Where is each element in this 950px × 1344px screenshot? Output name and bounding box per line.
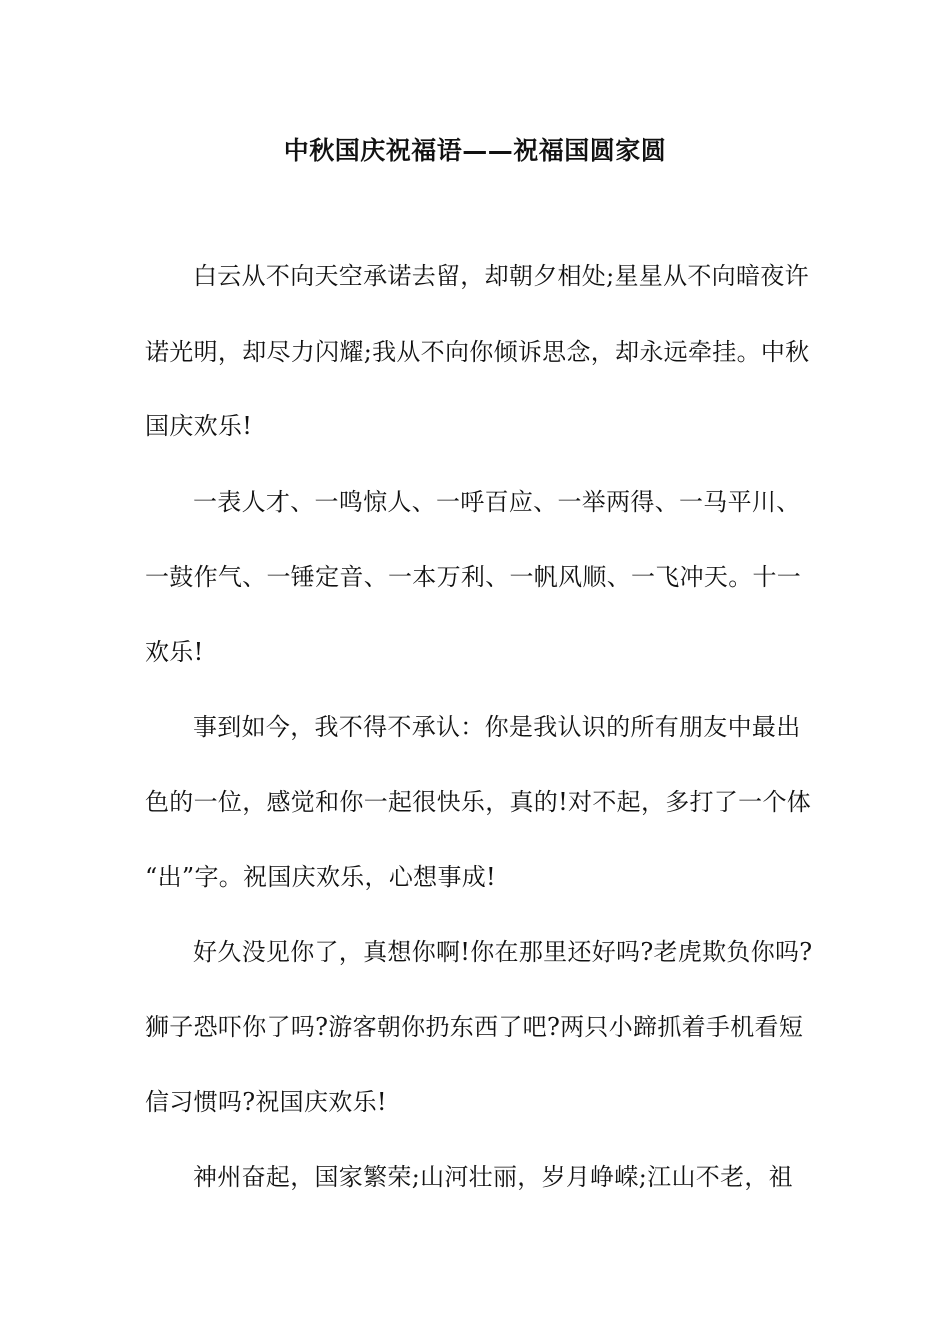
paragraph-5-line-1: 神州奋起，国家繁荣;山河壮丽，岁月峥嵘;江山不老，祖 <box>193 1163 793 1191</box>
paragraph-3-line-2: 色的一位，感觉和你一起很快乐，真的!对不起，多打了一个体 <box>145 788 812 816</box>
paragraph-1-line-2: 诺光明，却尽力闪耀;我从不向你倾诉思念，却永远牵挂。中秋 <box>145 338 810 366</box>
document-title: 中秋国庆祝福语——祝福国圆家圆 <box>283 136 667 165</box>
paragraph-2-line-1: 一表人才、一鸣惊人、一呼百应、一举两得、一马平川、 <box>193 488 801 516</box>
paragraph-3-line-1: 事到如今，我不得不承认：你是我认识的所有朋友中最出 <box>193 713 801 741</box>
paragraph-4-line-2: 狮子恐吓你了吗?游客朝你扔东西了吧?两只小蹄抓着手机看短 <box>145 1013 804 1041</box>
paragraph-4-line-3: 信习惯吗?祝国庆欢乐! <box>145 1088 387 1116</box>
paragraph-3-line-3: “出”字。祝国庆欢乐，心想事成! <box>145 863 496 891</box>
paragraph-1-line-3: 国庆欢乐! <box>145 412 253 440</box>
paragraph-2-line-2: 一鼓作气、一锤定音、一本万利、一帆风顺、一飞冲天。十一 <box>145 563 802 591</box>
paragraph-1-line-1: 白云从不向天空承诺去留，却朝夕相处;星星从不向暗夜许 <box>193 262 809 290</box>
paragraph-2-line-3: 欢乐! <box>145 638 204 666</box>
paragraph-4-line-1: 好久没见你了，真想你啊!你在那里还好吗?老虎欺负你吗? <box>193 938 813 966</box>
